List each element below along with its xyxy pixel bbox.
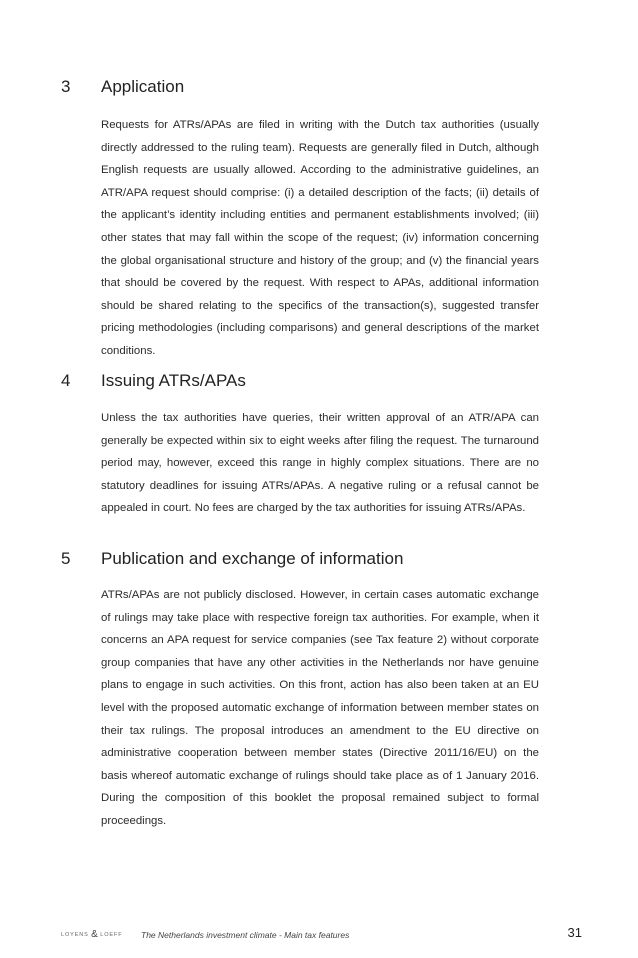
logo-word-left: LOYENS [61, 932, 89, 938]
section-number: 4 [61, 371, 71, 390]
section-publication [0, 548, 638, 827]
section-number: 3 [61, 77, 71, 96]
publisher-logo [61, 930, 123, 940]
section-application [0, 76, 638, 357]
publication-title: The Netherlands investment climate - Main tax features [141, 930, 350, 940]
page-footer [0, 925, 638, 942]
section-title: Publication and exchange of information [101, 549, 404, 568]
page-number: 31 [567, 925, 582, 940]
section-body: Requests for ATRs/APAs are filed in writing with the Dutch tax authorities (usually directly addressed to the ruling team). Requests are generally filed in Dutch, although English requests are usually allowed. According to the administrative guidelines, an ATR/APA request should comprise: (i) a detailed description of the facts; (ii) details of the applicant’s identity including entities and permanent establishments involved; (iii) other states that may fall within the scope of the request; (iv) information concerning the global organisational structure and history of the group; and (v) the financial years that should be covered by the request. With respect to APAs, additional information should be shared relating to the specifics of the transaction(s), suggested transfer pricing methodologies (including comparisons) and general descriptions of the market conditions. [101, 119, 539, 357]
section-heading [0, 76, 638, 106]
section-title: Application [101, 77, 185, 96]
section-heading [0, 548, 638, 578]
section-title: Issuing ATRs/APAs [101, 371, 246, 390]
logo-word-right: LOEFF [100, 932, 123, 938]
section-heading [0, 370, 638, 400]
section-number: 5 [61, 549, 71, 568]
section-body: Unless the tax authorities have queries, their written approval of an ATR/APA can generally be expected within six to eight weeks after filing the request. The turnaround period may, however, exceed this range in highly complex situations. There are no statutory deadlines for issuing ATRs/APAs. A negative ruling or a refusal cannot be appealed in court. No fees are charged by the tax authorities for issuing ATRs/APAs. [101, 412, 539, 515]
logo-ampersand: & [91, 929, 98, 940]
section-issuing [0, 370, 638, 515]
section-body: ATRs/APAs are not publicly disclosed. However, in certain cases automatic exchange of rulings may take place with respective foreign tax authorities. For example, when it concerns an APA request for service companies (see Tax feature 2) without corporate group companies that have any other activities in the Netherlands nor have genuine plans to engage in such activities. On this front, action has also been taken at an EU level with the proposed automatic exchange of information between member states on their tax rulings. The proposal introduces an amendment to the EU directive on administrative cooperation between member states (Directive 2011/16/EU) on the basis whereof automatic exchange of rulings should take place as of 1 January 2016. During the composition of this booklet the proposal remained subject to formal proceedings. [101, 589, 539, 827]
